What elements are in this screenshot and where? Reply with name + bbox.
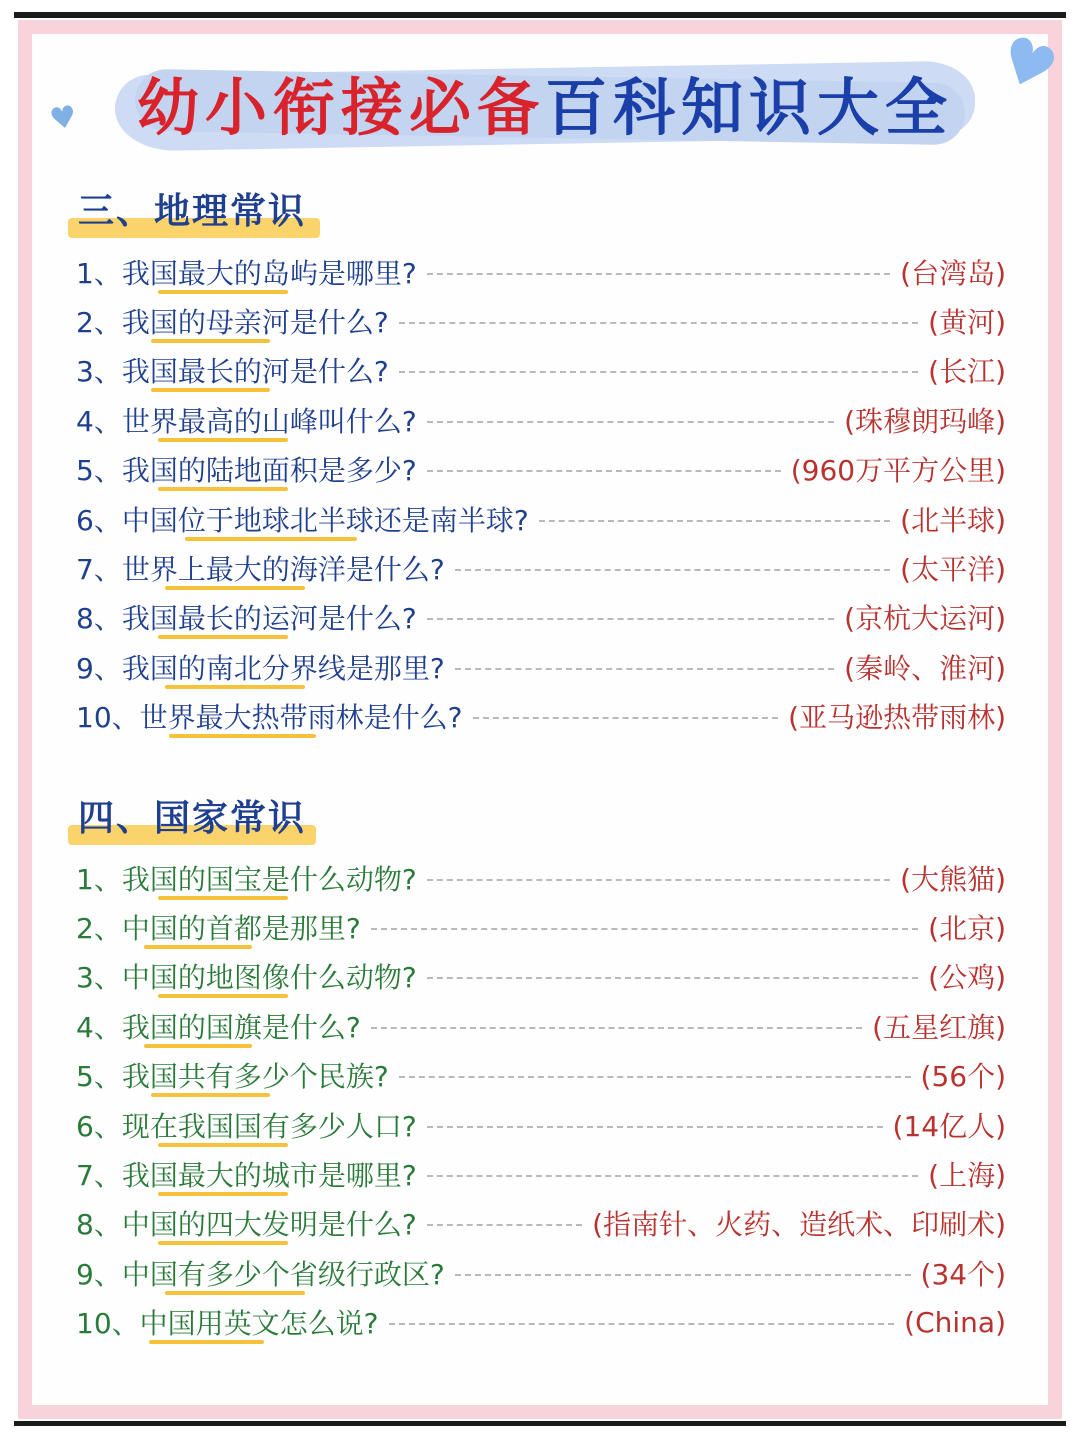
answer-text: (黄河) [928, 306, 1006, 340]
answer-text: (指南针、火药、造纸术、印刷术) [592, 1208, 1006, 1242]
dotted-leader [427, 879, 890, 881]
dotted-leader [455, 1274, 911, 1276]
dotted-leader [473, 717, 779, 719]
question-text: 8、我国最长的运河是什么? [76, 597, 417, 637]
answer-text: (五星红旗) [872, 1010, 1006, 1044]
question-text: 8、中国的四大发明是什么? [76, 1203, 417, 1243]
keyword-underline [165, 586, 305, 590]
keyword-underline [165, 1291, 305, 1295]
list-item [76, 1001, 1006, 1050]
dotted-leader [539, 520, 890, 522]
question-text: 4、我国的国旗是什么? [76, 1006, 361, 1046]
bottom-border-bar [14, 1421, 1066, 1426]
list-item [76, 692, 1006, 741]
question-text: 2、中国的首都是那里? [76, 907, 361, 947]
dotted-leader [427, 1224, 582, 1226]
list-item [76, 902, 1006, 951]
keyword-underline [151, 388, 270, 392]
answer-text: (56个) [920, 1060, 1006, 1094]
nation-question-list [76, 853, 1006, 1347]
keyword-underline [158, 994, 288, 998]
keyword-underline [185, 537, 357, 541]
list-item [76, 1100, 1006, 1149]
question-text: 10、世界最大热带雨林是什么? [76, 696, 463, 736]
heart-icon-right: ♥ [988, 20, 1068, 109]
list-item [76, 853, 1006, 902]
dotted-leader [399, 371, 918, 373]
dotted-leader [399, 1076, 911, 1078]
keyword-underline [158, 896, 288, 900]
geography-question-list [76, 247, 1006, 741]
top-border-bar [14, 12, 1066, 18]
keyword-underline [169, 734, 316, 738]
keyword-underline [158, 1192, 288, 1196]
list-item [76, 1149, 1006, 1198]
list-item [76, 952, 1006, 1001]
answer-text: (公鸡) [928, 961, 1006, 995]
section-title: 三、地理常识 [78, 191, 307, 232]
dotted-leader [427, 1126, 883, 1128]
title-red-part: 幼小衔接必备 [136, 71, 545, 144]
question-text: 6、现在我国国有多少人口? [76, 1105, 417, 1145]
answer-text: (亚马逊热带雨林) [788, 701, 1006, 735]
list-item [76, 642, 1006, 691]
keyword-underline [144, 945, 252, 949]
answer-text: (上海) [928, 1159, 1006, 1193]
list-item [76, 1051, 1006, 1100]
question-text: 5、我国的陆地面积是多少? [76, 449, 417, 489]
dotted-leader [399, 322, 918, 324]
list-item [76, 346, 1006, 395]
keyword-underline [158, 1143, 288, 1147]
answer-text: (34个) [920, 1257, 1006, 1291]
list-item [76, 1248, 1006, 1297]
keyword-underline [158, 487, 288, 491]
title-blue-part: 百科知识大全 [545, 71, 954, 144]
keyword-underline [158, 1241, 288, 1245]
keyword-underline [158, 635, 288, 639]
list-item [76, 543, 1006, 592]
list-item [76, 593, 1006, 642]
answer-text: (太平洋) [900, 553, 1006, 587]
list-item [76, 445, 1006, 494]
answer-text: (14亿人) [892, 1109, 1006, 1143]
dotted-leader [455, 668, 834, 670]
question-text: 10、中国用英文怎么说? [76, 1302, 379, 1342]
question-text: 9、中国有多少个省级行政区? [76, 1253, 445, 1293]
question-text: 4、世界最高的山峰叫什么? [76, 400, 417, 440]
list-item [76, 395, 1006, 444]
question-text: 7、我国最大的城市是哪里? [76, 1154, 417, 1194]
section-title: 四、国家常识 [78, 798, 307, 839]
keyword-underline [165, 685, 305, 689]
dotted-leader [427, 618, 834, 620]
answer-text: (China) [904, 1305, 1006, 1339]
question-text: 9、我国的南北分界线是那里? [76, 647, 445, 687]
question-text: 5、我国共有多少个民族? [76, 1055, 389, 1095]
keyword-underline [158, 290, 288, 294]
dotted-leader [427, 470, 781, 472]
dotted-leader [371, 928, 918, 930]
dotted-leader [427, 977, 918, 979]
keyword-underline [151, 339, 270, 343]
answer-text: (长江) [928, 355, 1006, 389]
answer-text: (珠穆朗玛峰) [844, 404, 1006, 438]
list-item [76, 1298, 1006, 1347]
keyword-underline [158, 438, 288, 442]
heart-icon-left: ♥ [47, 98, 80, 139]
answer-text: (北京) [928, 912, 1006, 946]
dotted-leader [427, 273, 890, 275]
keyword-underline [149, 1340, 264, 1344]
answer-text: (北半球) [900, 503, 1006, 537]
list-item [76, 296, 1006, 345]
list-item [76, 1199, 1006, 1248]
keyword-underline [151, 1093, 270, 1097]
list-item [76, 247, 1006, 296]
question-text: 1、我国的国宝是什么动物? [76, 858, 417, 898]
answer-text: (960万平方公里) [790, 454, 1006, 488]
answer-text: (秦岭、淮河) [844, 651, 1006, 685]
answer-text: (京杭大运河) [844, 602, 1006, 636]
question-text: 6、中国位于地球北半球还是南半球? [76, 499, 529, 539]
dotted-leader [455, 569, 890, 571]
page-title [95, 72, 995, 144]
dotted-leader [389, 1323, 895, 1325]
answer-text: (台湾岛) [900, 256, 1006, 290]
dotted-leader [371, 1027, 862, 1029]
dotted-leader [427, 421, 834, 423]
question-text: 3、中国的地图像什么动物? [76, 956, 417, 996]
question-text: 7、世界上最大的海洋是什么? [76, 548, 445, 588]
question-text: 2、我国的母亲河是什么? [76, 301, 389, 341]
question-text: 3、我国最长的河是什么? [76, 350, 389, 390]
list-item [76, 494, 1006, 543]
keyword-underline [144, 1044, 252, 1048]
title-banner [95, 58, 995, 158]
dotted-leader [427, 1175, 918, 1177]
answer-text: (大熊猫) [900, 862, 1006, 896]
question-text: 1、我国最大的岛屿是哪里? [76, 252, 417, 292]
